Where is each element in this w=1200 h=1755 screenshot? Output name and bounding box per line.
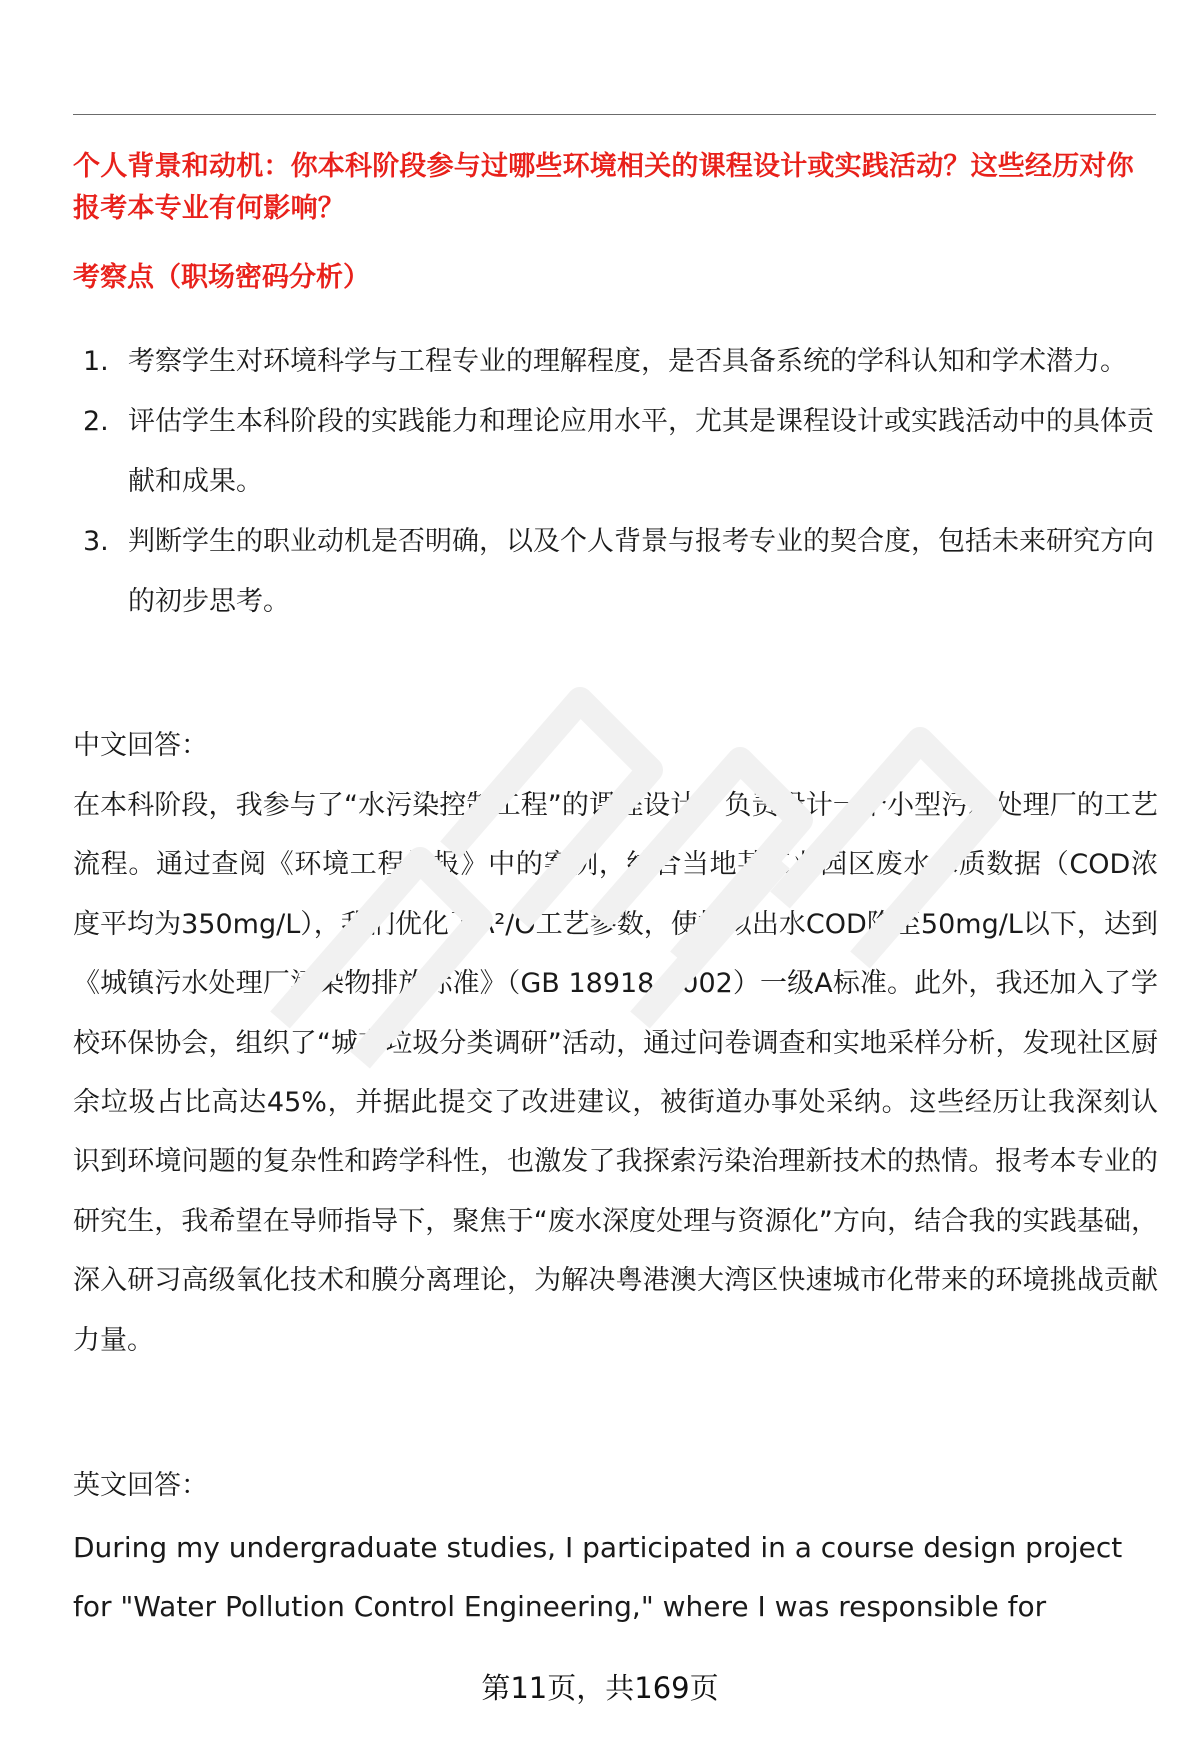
- assessment-points-list: [73, 332, 1158, 632]
- question-heading: 个人背景和动机：你本科阶段参与过哪些环境相关的课程设计或实践活动？这些经历对你报考本专业有何影响？: [73, 151, 1134, 224]
- list-item: [73, 512, 1158, 632]
- chinese-answer-text: 在本科阶段，我参与了“水污染控制工程”的课程设计，负责设计一个小型污水处理厂的工艺流程。通过查阅《环境工程学报》中的案例，结合当地某工业园区废水水质数据（COD浓度平均为350mg/L），我们优化了A²/O工艺参数，使模拟出水COD降至50mg/L以下，达到《城镇污水处理厂污染物排放标准》（GB 18918-2002）一级A标准。此外，我还加入了学校环保协会，组织了“城市垃圾分类调研”活动，通过问卷调查和实地采样分析，发现社区厨余垃圾占比高达45%，并据此提交了改进建议，被街道办事处采纳。这些经历让我深刻认识到环境问题的复杂性和跨学科性，也激发了我探索污染治理新技术的热情。报考本专业的研究生，我希望在导师指导下，聚焦于“废水深度处理与资源化”方向，结合我的实践基础，深入研习高级氧化技术和膜分离理论，为解决粤港澳大湾区快速城市化带来的环境挑战贡献力量。: [73, 790, 1158, 1356]
- list-item: [73, 392, 1158, 512]
- list-item-text: 评估学生本科阶段的实践能力和理论应用水平，尤其是课程设计或实践活动中的具体贡献和成果。: [128, 406, 1154, 497]
- chinese-answer-label: 中文回答：: [73, 730, 208, 761]
- list-item-text: 考察学生对环境科学与工程专业的理解程度，是否具备系统的学科认知和学术潜力。: [128, 346, 1127, 377]
- header-rule: [73, 114, 1156, 115]
- list-item-text: 判断学生的职业动机是否明确，以及个人背景与报考专业的契合度，包括未来研究方向的初步思考。: [128, 526, 1154, 617]
- list-item-number: 1.: [83, 346, 109, 377]
- english-answer-text: During my undergraduate studies, I participated in a course design project for "Water Pollution Control Engineering," where I was responsible for: [73, 1531, 1123, 1623]
- list-item-number: 2.: [83, 406, 109, 437]
- page-number-footer: 第11页，共169页: [481, 1671, 719, 1705]
- list-item: [73, 332, 1158, 392]
- assessment-points-heading: 考察点（职场密码分析）: [73, 262, 370, 293]
- list-item-number: 3.: [83, 526, 109, 557]
- english-answer-label: 英文回答：: [73, 1470, 208, 1501]
